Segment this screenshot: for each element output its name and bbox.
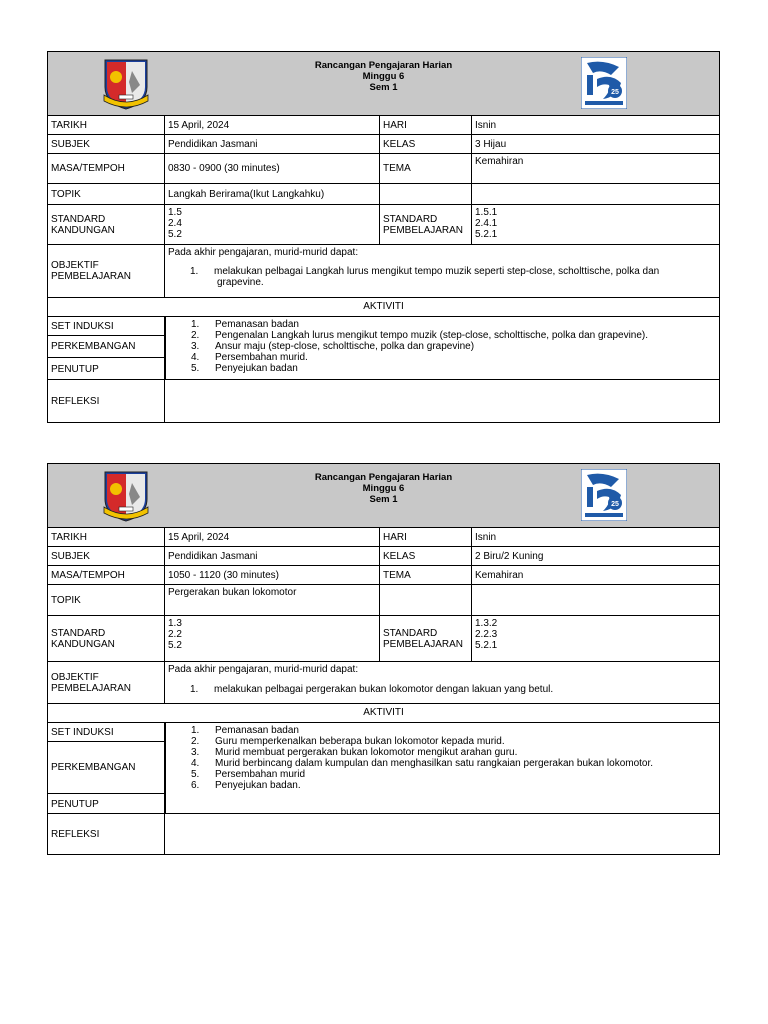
tema-label: TEMA [380,154,472,183]
objektif-item-number: 1. [190,266,199,277]
tema-label: TEMA [380,566,472,584]
activity-text: Pengenalan Langkah lurus mengikut tempo muzik (step-close, scholttische, polka dan grapevine). [215,330,649,341]
activity-number: 4. [191,758,200,769]
standard-pembelajaran-values [472,205,719,244]
tema-value: Kemahiran [475,569,524,581]
row-refleksi [48,380,719,422]
activity-item [166,780,719,791]
standard-pembelajaran-values [472,616,719,661]
sp-label-line-2: PEMBELAJARAN [383,224,464,236]
row-tarikh [48,116,719,135]
activity-item [166,736,719,747]
activity-item [166,352,719,363]
activity-item [166,769,719,780]
activity-number: 6. [191,780,200,791]
row-tarikh [48,528,719,547]
activity-text: Persembahan murid. [215,352,308,363]
standard-kandungan-values [165,616,380,661]
row-subjek [48,135,719,154]
hari-value: Isnin [475,531,497,543]
sp-value: 5.2.1 [475,640,498,651]
topik-empty-2 [472,184,719,204]
penutup-label: PENUTUP [48,794,165,814]
topik-label: TOPIK [48,184,165,204]
sk-value: 5.2 [168,229,182,240]
kelas-label: KELAS [380,547,472,565]
objektif-label [48,245,165,297]
tarikh-label: TARIKH [48,528,165,546]
sp-value: 5.2.1 [475,229,498,240]
row-objektif [48,245,719,298]
refleksi-content [165,380,719,422]
tarikh-value: 15 April, 2024 [165,116,380,134]
plan-header [48,464,719,528]
subjek-label: SUBJEK [48,135,165,153]
objektif-intro: Pada akhir pengajaran, murid-murid dapat: [168,664,359,675]
aktiviti-heading: AKTIVITI [48,298,719,317]
activity-number: 1. [191,725,200,736]
anniversary-25-logo-icon [581,57,627,109]
tarikh-label: TARIKH [48,116,165,134]
objektif-item-text: melakukan pelbagai Langkah lurus mengikut tempo muzik seperti step-close, scholttische, polka dan grapevine. [214,266,660,288]
obj-label-line-1: OBJEKTIF [51,671,99,683]
objektif-intro: Pada akhir pengajaran, murid-murid dapat: [168,247,359,258]
obj-label-line-2: PEMBELAJARAN [51,682,132,694]
sk-label-line-1: STANDARD [51,627,106,639]
standard-kandungan-values [165,205,380,244]
plan-title: Rancangan Pengajaran Harian [314,472,453,483]
row-refleksi [48,814,719,854]
sp-label-line-1: STANDARD [383,213,438,225]
activity-item [166,319,719,330]
activity-text: Pemanasan badan [215,725,299,736]
svg-text:25: 25 [611,89,619,96]
refleksi-content [165,814,719,854]
plan-semester: Sem 1 [369,494,398,505]
sk-value: 1.3 [168,618,182,629]
standard-pembelajaran-label [380,616,472,661]
penutup-label: PENUTUP [48,358,165,380]
objektif-item-text: melakukan pelbagai pergerakan bukan lokomotor dengan lakuan yang betul. [214,684,554,695]
activity-item [166,747,719,758]
row-topik [48,184,719,205]
plan-title: Rancangan Pengajaran Harian [314,60,453,71]
activity-text: Guru memperkenalkan beberapa bukan lokomotor kepada murid. [215,736,505,747]
kelas-value: 2 Biru/2 Kuning [475,550,544,562]
row-subjek [48,547,719,566]
sk-value: 2.2 [168,629,182,640]
activity-text: Ansur maju (step-close, scholttische, polka dan grapevine) [215,341,475,352]
subjek-value: Pendidikan Jasmani [165,547,380,565]
activity-item [166,725,719,736]
sp-label-line-2: PEMBELAJARAN [383,638,464,650]
sk-value: 1.5 [168,207,182,218]
row-masa [48,154,719,184]
activity-number: 1. [191,319,200,330]
svg-text:25: 25 [611,501,619,508]
plan-week: Minggu 6 [362,483,405,494]
sk-label-line-2: KANDUNGAN [51,224,115,236]
standard-pembelajaran-label [380,205,472,244]
lesson-plan-2 [47,463,720,855]
masa-label: MASA/TEMPOH [48,154,165,183]
topik-value: Langkah Berirama(Ikut Langkahku) [165,184,380,204]
activity-item [166,330,719,341]
tema-value: Kemahiran [475,156,524,167]
objektif-item-number: 1. [190,684,199,695]
refleksi-label: REFLEKSI [48,380,165,422]
activity-text: Penyejukan badan [215,363,298,374]
topik-empty [380,585,472,615]
sk-value: 2.4 [168,218,182,229]
activity-text: Murid membuat pergerakan bukan lokomotor mengikut arahan guru. [215,747,518,758]
standard-kandungan-label [48,205,165,244]
sk-label-line-2: KANDUNGAN [51,638,115,650]
activity-text: Pemanasan badan [215,319,299,330]
obj-label-line-2: PEMBELAJARAN [51,271,132,282]
plan-week: Minggu 6 [362,71,405,82]
activity-item [166,363,719,374]
activity-item [166,341,719,352]
activity-number: 5. [191,769,200,780]
activity-number: 4. [191,352,200,363]
hari-label: HARI [380,116,472,134]
sp-value: 2.4.1 [475,218,498,229]
perkembangan-label: PERKEMBANGAN [48,336,165,358]
objektif-content [165,662,719,703]
row-topik [48,585,719,616]
kelas-label: KELAS [380,135,472,153]
row-objektif [48,662,719,704]
activity-text: Murid berbincang dalam kumpulan dan menghasilkan satu rangkaian pergerakan bukan lokomotor. [215,758,654,769]
activity-number: 3. [191,747,200,758]
objektif-item [168,684,719,695]
objektif-item [168,266,719,288]
objektif-content [165,245,719,297]
masa-value: 0830 - 0900 (30 minutes) [165,154,380,183]
masa-value: 1050 - 1120 (30 minutes) [165,566,380,584]
plan-semester: Sem 1 [369,82,398,93]
hari-label: HARI [380,528,472,546]
activity-number: 2. [191,736,200,747]
sp-value: 1.5.1 [475,207,498,218]
activity-list [165,723,719,813]
standard-kandungan-label [48,616,165,661]
row-activities [48,723,719,814]
row-standard [48,205,719,245]
set-induksi-label: SET INDUKSI [48,317,165,336]
activity-item [166,758,719,769]
perkembangan-label: PERKEMBANGAN [48,742,165,794]
sp-value: 2.2.3 [475,629,498,640]
activity-number: 2. [191,330,200,341]
refleksi-label: REFLEKSI [48,814,165,854]
masa-label: MASA/TEMPOH [48,566,165,584]
activity-text: Persembahan murid [215,769,306,780]
set-induksi-label: SET INDUKSI [48,723,165,742]
anniversary-25-logo-icon [581,469,627,521]
activity-text: Penyejukan badan. [215,780,301,791]
sk-label-line-1: STANDARD [51,213,106,225]
topik-empty [380,184,472,204]
objektif-label [48,662,165,703]
lesson-plan-1 [47,51,720,423]
subjek-value: Pendidikan Jasmani [165,135,380,153]
topik-label: TOPIK [48,585,165,615]
sp-label-line-1: STANDARD [383,627,438,639]
sk-value: 5.2 [168,640,182,651]
obj-label-line-1: OBJEKTIF [51,260,99,271]
sp-value: 1.3.2 [475,618,498,629]
subjek-label: SUBJEK [48,547,165,565]
topik-empty-2 [472,585,719,615]
activity-number: 3. [191,341,200,352]
tarikh-value: 15 April, 2024 [165,528,380,546]
topik-value: Pergerakan bukan lokomotor [165,585,380,615]
row-masa [48,566,719,585]
row-activities [48,317,719,380]
kelas-value: 3 Hijau [475,138,507,150]
plan-header [48,52,719,116]
activity-list [165,317,719,379]
hari-value: Isnin [475,119,497,131]
aktiviti-heading: AKTIVITI [48,704,719,723]
activity-number: 5. [191,363,200,374]
row-standard [48,616,719,662]
